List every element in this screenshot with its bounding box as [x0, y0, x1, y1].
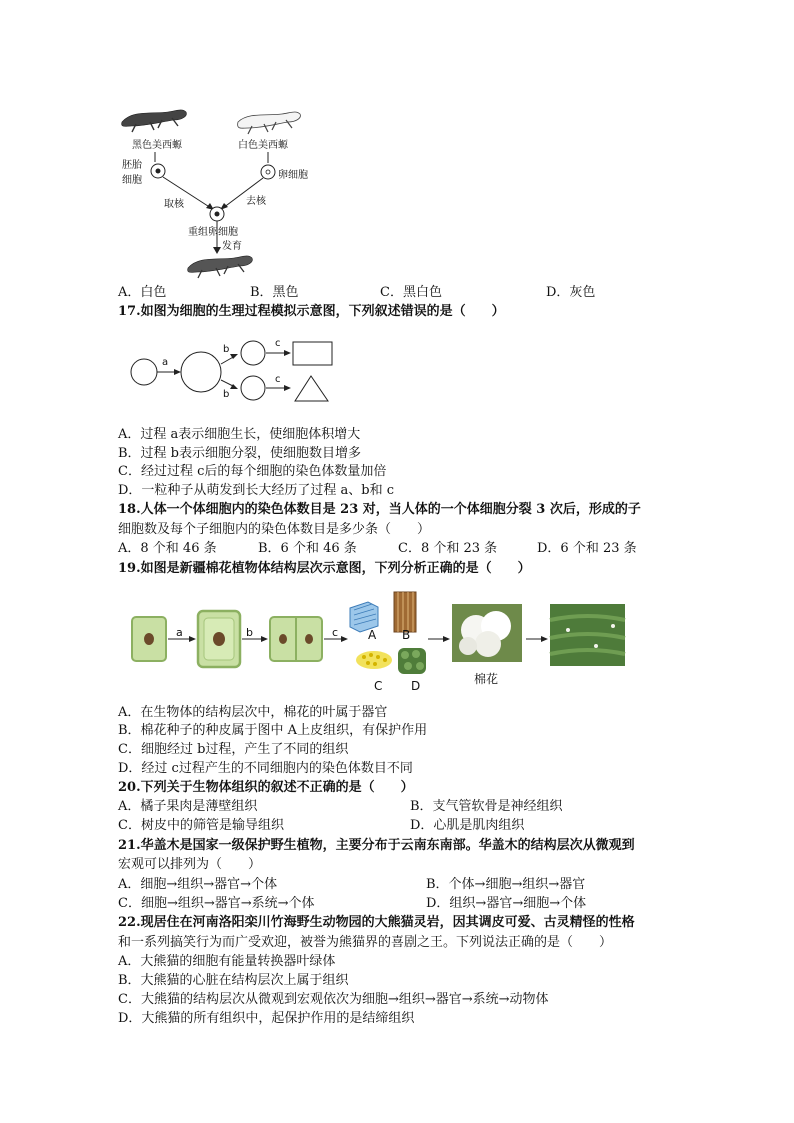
- q17-option-c: C．经过过程 c后的每个细胞的染色体数量加倍: [118, 464, 387, 479]
- remove-nucleus-label: 去核: [246, 196, 266, 207]
- q21-option-b: B．个体→细胞→组织→器官: [426, 877, 586, 892]
- process-label-b-upper: b: [223, 344, 230, 355]
- single-plant-cell: [132, 617, 166, 661]
- q18-option-a: A．8 个和 46 条: [118, 541, 217, 556]
- tissue-d-image: [398, 648, 426, 674]
- process-label-a: a: [176, 626, 183, 639]
- cell-process-diagram: [125, 334, 340, 409]
- q20-option-a: A．橘子果肉是薄壁组织: [118, 799, 258, 814]
- q20-option-d: D．心肌是肌肉组织: [410, 818, 525, 833]
- black-salamander-image: [122, 110, 187, 132]
- q20-option-c: C．树皮中的筛管是输导组织: [118, 818, 284, 833]
- q17-stem: 17.如图为细胞的生理过程模拟示意图，下列叙述错误的是（ ）: [118, 304, 505, 319]
- tissue-label-b: B: [402, 628, 411, 642]
- q19-option-d: D．经过 c过程产生的不同细胞内的染色体数目不同: [118, 761, 413, 776]
- process-label-b: b: [246, 626, 253, 639]
- cotton-hierarchy-diagram: [128, 590, 628, 695]
- q21-option-d: D．组织→器官→细胞→个体: [426, 896, 587, 911]
- tissue-label-a: A: [368, 628, 377, 642]
- q22-option-a: A．大熊猫的细胞有能量转换器叶绿体: [118, 954, 336, 969]
- cotton-label: 棉花: [474, 672, 499, 686]
- q21-stem-line2: 宏观可以排列为（ ）: [118, 857, 262, 872]
- q18-option-b: B．6 个和 46 条: [258, 541, 357, 556]
- q18-option-d: D．6 个和 23 条: [537, 541, 637, 556]
- process-label-b-lower: b: [223, 389, 230, 400]
- q21-stem-line1: 21.华盖木是国家一级保护野生植物，主要分布于云南东南部。华盖木的结构层次从微观到: [118, 838, 635, 853]
- q22-stem-line1: 22.现居住在河南洛阳栾川竹海野生动物园的大熊猫灵岩，因其调皮可爱、古灵精怪的性格: [118, 915, 635, 930]
- q19-option-c: C．细胞经过 b过程，产生了不同的组织: [118, 742, 349, 757]
- q22-option-c: C．大熊猫的结构层次从微观到宏观依次为细胞→组织→器官→系统→动物体: [118, 992, 549, 1007]
- q16-option-b: B．黑色: [250, 285, 299, 300]
- q22-stem-line2: 和一系列搞笑行为而广受欢迎，被誉为熊猫界的喜剧之王。下列说法正确的是（ ）: [118, 935, 613, 950]
- tissue-b-image: [394, 592, 416, 632]
- tissue-c-image: [356, 651, 392, 669]
- white-salamander-image: [238, 112, 301, 134]
- q22-option-b: B．大熊猫的心脏在结构层次上属于组织: [118, 973, 349, 988]
- enlarged-plant-cell: [198, 611, 240, 667]
- q17-option-a: A．过程 a表示细胞生长，使细胞体积增大: [118, 427, 361, 442]
- divided-plant-cells: [270, 617, 322, 661]
- tissue-label-c: C: [374, 679, 383, 693]
- offspring-salamander-image: [188, 256, 253, 278]
- process-label-c-lower: c: [275, 374, 281, 385]
- cotton-field-photo: [550, 604, 625, 666]
- embryo-label-line1: 胚胎: [122, 160, 142, 171]
- process-label-c-upper: c: [275, 338, 281, 349]
- q16-option-c: C．黑白色: [380, 285, 442, 300]
- q20-stem: 20.下列关于生物体组织的叙述不正确的是（ ）: [118, 780, 414, 795]
- q19-option-a: A．在生物体的结构层次中，棉花的叶属于器官: [118, 705, 388, 720]
- q22-option-d: D．大熊猫的所有组织中，起保护作用的是结缔组织: [118, 1011, 415, 1026]
- tissue-label-d: D: [411, 679, 421, 693]
- white-salamander-label: 白色美西螈: [238, 140, 288, 151]
- q18-stem-line1: 18.人体一个体细胞内的染色体数目是 23 对，当人体的一个体细胞分裂 3 次后，形成的子: [118, 502, 641, 517]
- q16-option-d: D．灰色: [546, 285, 596, 300]
- q18-stem-line2: 细胞数及每个子细胞内的染色体数目是多少条（ ）: [118, 522, 431, 537]
- q17-option-b: B．过程 b表示细胞分裂，使细胞数目增多: [118, 446, 362, 461]
- q21-option-c: C．细胞→组织→器官→系统→个体: [118, 896, 315, 911]
- recombined-egg-label: 重组卵细胞: [188, 227, 238, 238]
- egg-cell-label: 卵细胞: [278, 170, 308, 181]
- q21-option-a: A．细胞→组织→器官→个体: [118, 877, 278, 892]
- embryo-label-line2: 细胞: [122, 175, 142, 186]
- black-salamander-label: 黑色美西螈: [132, 140, 182, 151]
- q20-option-b: B．支气管软骨是神经组织: [410, 799, 563, 814]
- develop-label: 发育: [222, 241, 242, 252]
- cotton-boll-photo: [452, 604, 522, 662]
- q19-stem: 19.如图是新疆棉花植物体结构层次示意图，下列分析正确的是（ ）: [118, 561, 531, 576]
- take-nucleus-label: 取核: [164, 199, 184, 210]
- process-label-a: a: [162, 357, 169, 368]
- q18-option-c: C．8 个和 23 条: [398, 541, 498, 556]
- q17-option-d: D．一粒种子从萌发到长大经历了过程 a、b和 c: [118, 483, 395, 498]
- q16-option-a: A．白色: [118, 285, 167, 300]
- q19-option-b: B．棉花种子的种皮属于图中 A上皮组织，有保护作用: [118, 723, 428, 738]
- salamander-cloning-figure: [110, 100, 330, 285]
- process-label-c: c: [332, 626, 339, 639]
